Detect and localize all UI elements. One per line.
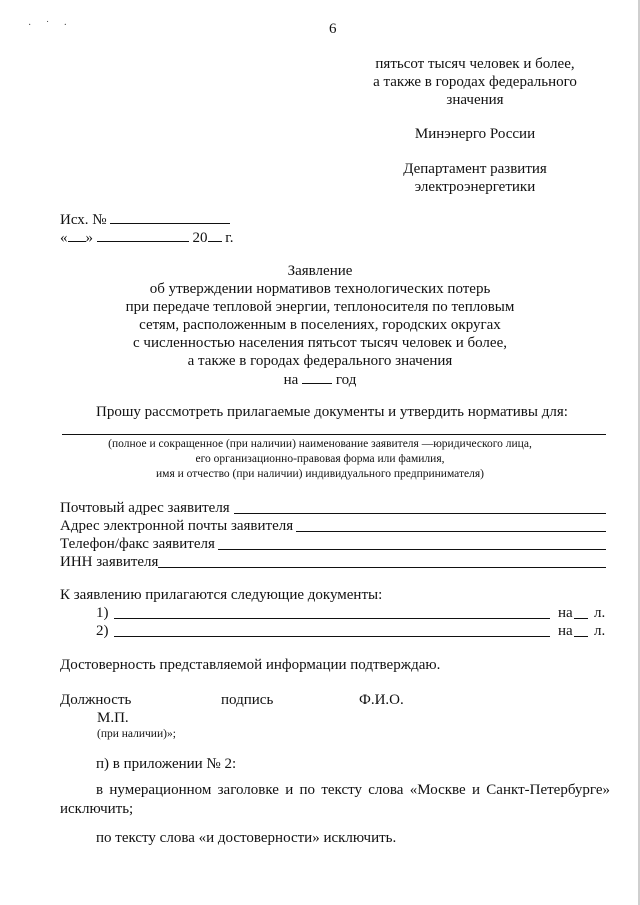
email-line xyxy=(296,531,606,532)
applicant-name-line xyxy=(62,434,606,435)
attachment-item-2-on: на xyxy=(558,623,573,639)
day-blank xyxy=(68,228,86,242)
request-text: Прошу рассмотреть прилагаемые документы и утвердить нормативы для: xyxy=(96,404,568,420)
date-open-quote: « xyxy=(60,230,68,246)
signature-sign: подпись xyxy=(221,692,274,708)
confirmation-text: Достоверность представляемой информации подтверждаю. xyxy=(60,657,441,673)
signature-name: Ф.И.О. xyxy=(359,692,404,708)
outgoing-date xyxy=(60,228,233,247)
year-blank xyxy=(208,228,222,242)
inn-line xyxy=(158,567,606,568)
attachment-item-1-number: 1) xyxy=(96,605,109,621)
department-line-2: электроэнергетики xyxy=(414,179,536,195)
email-label: Адрес электронной почты заявителя xyxy=(60,518,294,534)
year-prefix: 20 xyxy=(192,230,208,246)
inn-label: ИНН заявителя xyxy=(60,554,159,570)
application-subject-4: с численностью населения пятьсот тысяч человек и более, xyxy=(133,335,507,351)
header-continued-line-1: пятьсот тысяч человек и более, xyxy=(375,56,575,72)
stamp-label: М.П. xyxy=(97,710,129,726)
amendment-point: п) в приложении № 2: xyxy=(96,756,237,772)
header-continued-line-2: а также в городах федерального xyxy=(373,74,577,90)
application-subject-1: об утверждении нормативов технологических потерь xyxy=(149,281,491,297)
request-hint-3: имя и отчество (при наличии) индивидуального предпринимателя) xyxy=(156,468,484,480)
application-subject-2: при передаче тепловой энергии, теплоносителя по тепловым xyxy=(125,299,515,315)
application-title: Заявление xyxy=(287,263,353,279)
attachment-item-1-on: на xyxy=(558,605,573,621)
header-continued-line-3: значения xyxy=(446,92,504,108)
request-hint-2: его организационно-правовая форма или фамилия, xyxy=(195,453,445,465)
application-year-suffix: год xyxy=(335,372,357,388)
amendment-paragraph-1-line-1: в нумерационном заголовке и по тексту слова «Москве и Санкт-Петербурге» xyxy=(96,782,610,798)
outgoing-number-blank xyxy=(110,210,230,224)
attachment-item-2-sheets-blank xyxy=(574,636,588,637)
attachment-item-1-line xyxy=(114,618,550,619)
phone-fax-label: Телефон/факс заявителя xyxy=(60,536,215,552)
department-line-1: Департамент развития xyxy=(403,161,547,177)
application-year-prefix: на xyxy=(283,372,299,388)
attachment-item-1-sheets: л. xyxy=(594,605,606,621)
application-year-line xyxy=(0,370,640,389)
application-year-blank xyxy=(302,370,332,384)
month-blank xyxy=(97,228,189,242)
year-suffix: г. xyxy=(225,230,234,246)
stamp-note: (при наличии)»; xyxy=(97,728,176,740)
signature-position: Должность xyxy=(60,692,132,708)
application-subject-3: сетям, расположенным в поселениях, городских округах xyxy=(139,317,501,333)
amendment-paragraph-2: по тексту слова «и достоверности» исключить. xyxy=(96,830,397,846)
attachments-intro: К заявлению прилагаются следующие документы: xyxy=(60,587,383,603)
postal-address-line xyxy=(234,513,606,514)
ministry-name: Минэнерго России xyxy=(414,126,536,142)
application-subject-5: а также в городах федерального значения xyxy=(187,353,453,369)
date-close-quote: » xyxy=(85,230,93,246)
phone-fax-line xyxy=(218,549,606,550)
attachment-item-1-sheets-blank xyxy=(574,618,588,619)
attachment-item-2-line xyxy=(114,636,550,637)
outgoing-number xyxy=(60,210,230,229)
scan-specks: · ˙ · xyxy=(28,20,73,31)
outgoing-number-label: Исх. № xyxy=(60,212,107,228)
amendment-paragraph-1-line-2: исключить; xyxy=(60,801,134,817)
request-hint-1: (полное и сокращенное (при наличии) наименование заявителя —юридического лица, xyxy=(108,438,532,450)
postal-address-label: Почтовый адрес заявителя xyxy=(60,500,230,516)
attachment-item-2-sheets: л. xyxy=(594,623,606,639)
attachment-item-2-number: 2) xyxy=(96,623,109,639)
page-number: 6 xyxy=(329,21,337,37)
